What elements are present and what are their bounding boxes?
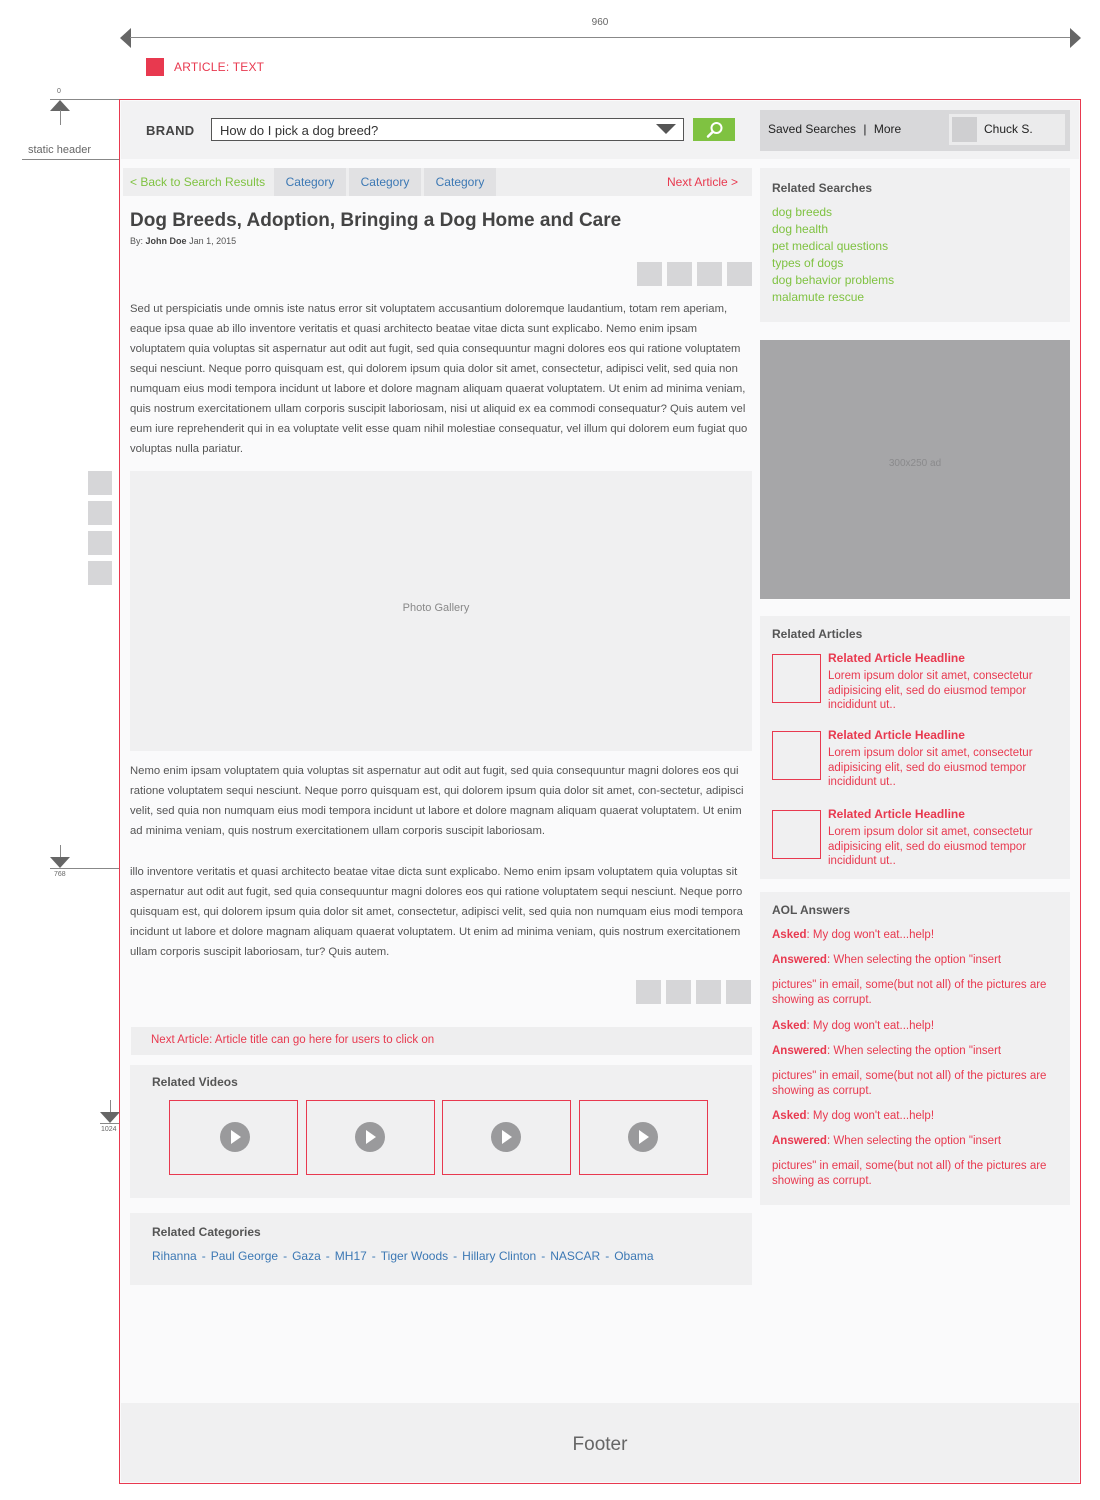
related-search-link[interactable]: dog health (772, 222, 829, 236)
answer-response[interactable] (772, 1044, 1057, 1059)
marker-1024-line (100, 1123, 120, 1124)
static-header-label: static header (28, 144, 91, 156)
article-paragraph: Sed ut perspiciatis unde omnis iste natus error sit voluptatem accusantium doloremque laudantium, totam rem aperiam, eaque ipsa quae ab illo inventore veritatis et quasi architecto beatae vitae dicta sunt explicabo. Nemo enim ipsam voluptatem quia voluptas sit aspernatur aut odit aut fugit, sed quia consequuntur magni dolores eos qui ratione voluptatem sequi nesciunt. Neque porro quisquam est, qui dolorem ipsum quia dolor sit amet, consectetur, adipisci velit, sed quia non numquam eius modi tempora incidunt ut labore et dolore magnam aliquam quaerat voluptatem. Ut enim ad minima veniam, quis nostrum exercitationem ullam corporis suscipit laboriosam, nisi ut aliquid ex ea commodi consequatur? Quis autem vel eum iure reprehenderit qui in ea voluptate velit esse quam nihil molestiae consequatur, vel illum qui dolorem eum fugiat quo voluptas nulla pariatur. (130, 303, 748, 455)
byline (130, 236, 236, 246)
question-text: : My dog won't eat...help! (806, 929, 935, 941)
related-search-link[interactable]: malamute rescue (772, 290, 865, 304)
width-arrow-left-icon (120, 28, 131, 48)
related-article-thumbnail[interactable] (772, 654, 821, 703)
answer-text: : When selecting the option "insert (826, 954, 1002, 966)
next-article-link[interactable]: Next Article > (667, 175, 739, 189)
side-share-box[interactable] (88, 531, 112, 555)
category-link[interactable]: MH17 (334, 1249, 367, 1263)
marker-768-stem (60, 845, 61, 857)
static-header-line (22, 159, 120, 160)
related-article-headline[interactable]: Related Article Headline (828, 728, 965, 742)
page-tag: ARTICLE: TEXT (174, 60, 265, 74)
category-tab[interactable]: Category (274, 168, 346, 196)
answer-text: : When selecting the option "insert (826, 1045, 1002, 1057)
related-article-summary: Lorem ipsum dolor sit amet, consectetur adipisicing elit, sed do eiusmod tempor incididunt ut.. (828, 747, 1033, 788)
play-icon (491, 1122, 521, 1152)
category-link[interactable]: Gaza (292, 1249, 321, 1263)
question-text: : My dog won't eat...help! (806, 1110, 935, 1122)
answer-continuation: pictures" in email, some(but not all) of the pictures are showing as corrupt. (772, 1070, 1047, 1097)
article-paragraph: Nemo enim ipsam voluptatem quia voluptas sit aspernatur aut odit aut fugit, sed quia consequuntur magni dolores eos qui ratione voluptatem sequi nesciunt. Neque porro quisquam est, qui dolorem ipsum quia dolor sit amet, con-sectetur, adipisci velit, sed quia non numquam eius modi tempora incidunt ut labore et dolore magnam aliquam quaerat voluptatem. Ut enim ad minima veniam, quis nostrum exercitationem ullam corporis suscipit laboriosam. (130, 765, 744, 837)
marker-768-arrow-icon (50, 857, 70, 868)
chevron-down-icon[interactable] (656, 124, 676, 134)
category-separator: - (605, 1249, 610, 1263)
ad-label: 300x250 ad (888, 458, 942, 469)
user-name[interactable]: Chuck S. (984, 122, 1033, 136)
video-thumbnail[interactable] (306, 1100, 435, 1175)
share-button[interactable] (666, 980, 691, 1004)
user-links-separator: | (863, 122, 867, 136)
related-search-link[interactable]: dog behavior problems (772, 273, 895, 287)
share-button[interactable] (727, 262, 752, 286)
category-separator: - (453, 1249, 458, 1263)
answer-text: : When selecting the option "insert (826, 1135, 1002, 1147)
author-name[interactable]: John Doe (145, 236, 187, 246)
photo-gallery-label: Photo Gallery (402, 602, 470, 614)
related-categories-list (152, 1249, 654, 1263)
answered-label: Answered (772, 954, 827, 966)
category-link[interactable]: Rihanna (152, 1249, 197, 1263)
category-separator: - (371, 1249, 376, 1263)
play-icon (355, 1122, 385, 1152)
marker-1024-arrow-icon (100, 1112, 120, 1123)
related-search-link[interactable]: dog breeds (772, 205, 833, 219)
aol-answers-title: AOL Answers (772, 903, 851, 917)
video-thumbnail[interactable] (442, 1100, 571, 1175)
search-input[interactable]: How do I pick a dog breed? (211, 118, 684, 141)
share-button[interactable] (696, 980, 721, 1004)
byline-prefix: By: (130, 236, 144, 246)
share-button[interactable] (697, 262, 722, 286)
publish-date: Jan 1, 2015 (189, 236, 237, 246)
asked-label: Asked (772, 1020, 807, 1032)
play-icon (220, 1122, 250, 1152)
related-search-link[interactable]: types of dogs (772, 256, 844, 270)
related-article-summary: Lorem ipsum dolor sit amet, consectetur adipisicing elit, sed do eiusmod tempor incididunt ut.. (828, 826, 1033, 867)
related-categories-title: Related Categories (152, 1225, 261, 1239)
more-link[interactable]: More (873, 122, 902, 136)
share-button[interactable] (637, 262, 662, 286)
category-link[interactable]: Hillary Clinton (462, 1249, 537, 1263)
search-icon (693, 118, 735, 141)
marker-1024-label: 1024 (101, 1126, 117, 1133)
video-thumbnail[interactable] (169, 1100, 298, 1175)
ad-slot[interactable] (760, 340, 1070, 599)
article-paragraph: illo inventore veritatis et quasi architecto beatae vitae dicta sunt explicabo. Nemo enim ipsam voluptatem quia voluptas sit aspernatur aut odit aut fugit, sed quia consequuntur magni dolores eos qui ratione voluptatem sequi nesciunt. Neque porro quisquam est, qui dolorem ipsum quia dolor sit amet, consectetur, adipisci velit, sed quia non numquam eius modi tempora incidunt ut labore et dolore magnam aliquam quaerat voluptatem. Ut enim ad minima veniam, quis nostrum exercitationem ullam corporis suscipit laboriosam, tur? Quis autem. (130, 866, 743, 958)
answer-question[interactable] (772, 1109, 1057, 1124)
question-text: : My dog won't eat...help! (806, 1020, 935, 1032)
category-link[interactable]: NASCAR (550, 1249, 601, 1263)
asked-label: Asked (772, 1110, 807, 1122)
width-dimension-line (130, 37, 1070, 38)
marker-1024-stem (110, 1100, 111, 1112)
answered-label: Answered (772, 1135, 827, 1147)
share-button[interactable] (667, 262, 692, 286)
share-button[interactable] (636, 980, 661, 1004)
category-separator: - (201, 1249, 206, 1263)
side-share-box[interactable] (88, 501, 112, 525)
side-share-box[interactable] (88, 561, 112, 585)
user-links (768, 122, 901, 136)
page-tag-swatch (146, 58, 164, 76)
brand-logo[interactable]: BRAND (146, 123, 195, 138)
answer-question[interactable] (772, 928, 1057, 943)
category-link[interactable]: Obama (614, 1249, 654, 1263)
width-arrow-right-icon (1070, 28, 1081, 48)
category-link[interactable]: Paul George (210, 1249, 279, 1263)
category-link[interactable]: Tiger Woods (380, 1249, 449, 1263)
next-article-title-link[interactable]: Next Article: Article title can go here for users to click on (151, 1034, 435, 1046)
category-tab[interactable]: Category (349, 168, 421, 196)
related-searches-title: Related Searches (772, 181, 873, 195)
side-share-box[interactable] (88, 471, 112, 495)
saved-searches-link[interactable]: Saved Searches (768, 122, 857, 136)
share-button[interactable] (726, 980, 751, 1004)
related-article-thumbnail[interactable] (772, 810, 821, 859)
marker-top-stem (60, 110, 61, 125)
answer-response[interactable] (772, 953, 1057, 968)
category-separator: - (283, 1249, 288, 1263)
marker-top-label: 0 (57, 88, 61, 95)
related-videos-title: Related Videos (152, 1075, 238, 1089)
asked-label: Asked (772, 929, 807, 941)
article-title: Dog Breeds, Adoption, Bringing a Dog Home and Care (130, 210, 622, 231)
answer-question[interactable] (772, 1019, 1057, 1034)
category-tab[interactable]: Category (424, 168, 496, 196)
back-to-results-link[interactable]: < Back to Search Results (130, 175, 266, 189)
avatar (952, 117, 977, 142)
marker-768-line (50, 868, 120, 869)
marker-768-label: 768 (54, 871, 66, 878)
category-separator: - (325, 1249, 330, 1263)
related-search-link[interactable]: pet medical questions (772, 239, 889, 253)
video-thumbnail[interactable] (579, 1100, 708, 1175)
answer-continuation: pictures" in email, some(but not all) of the pictures are showing as corrupt. (772, 1160, 1047, 1187)
related-article-thumbnail[interactable] (772, 731, 821, 780)
answer-response[interactable] (772, 1134, 1057, 1149)
search-button[interactable] (693, 118, 735, 141)
width-label: 960 (591, 17, 609, 28)
answered-label: Answered (772, 1045, 827, 1057)
footer-label: Footer (572, 1434, 628, 1455)
related-article-headline[interactable]: Related Article Headline (828, 651, 965, 665)
play-icon (628, 1122, 658, 1152)
category-separator: - (541, 1249, 546, 1263)
related-article-headline[interactable]: Related Article Headline (828, 807, 965, 821)
answer-continuation: pictures" in email, some(but not all) of the pictures are showing as corrupt. (772, 979, 1047, 1006)
related-article-summary: Lorem ipsum dolor sit amet, consectetur adipisicing elit, sed do eiusmod tempor incididunt ut.. (828, 670, 1033, 711)
related-articles-title: Related Articles (772, 627, 863, 641)
